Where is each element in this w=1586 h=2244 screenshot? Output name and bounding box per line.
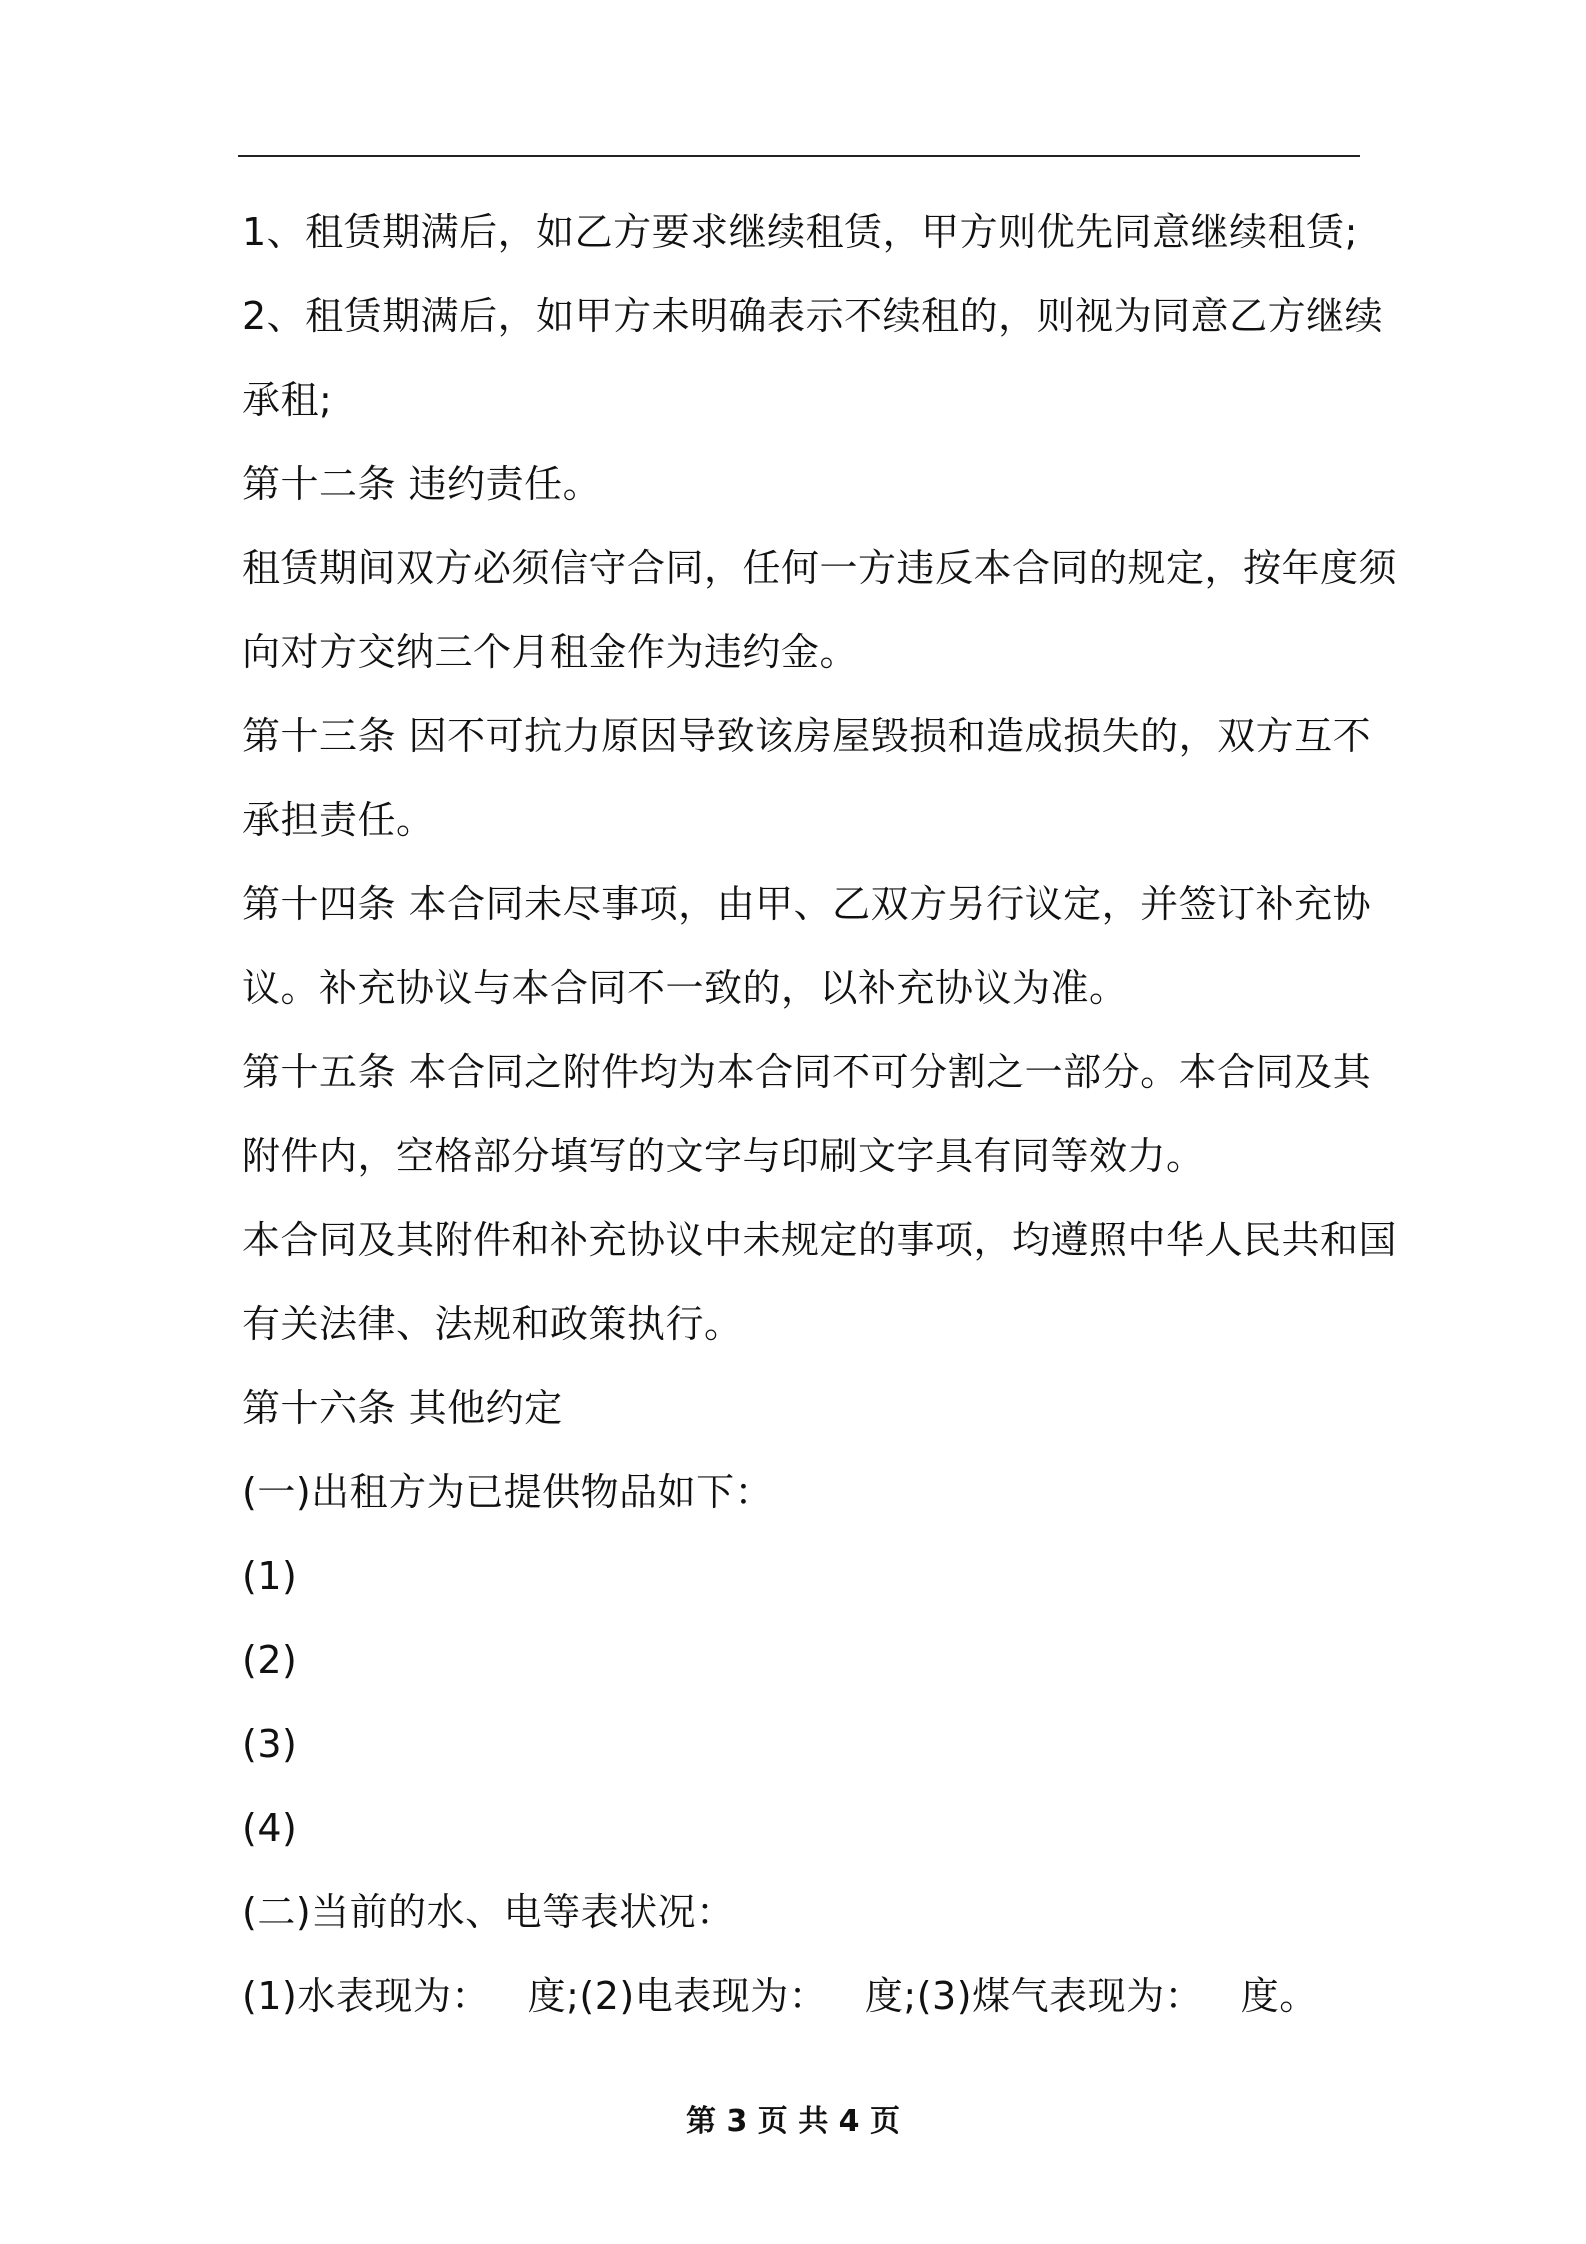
article-heading: 第十五条 本合同之附件均为本合同不可分割之一部分。本合同及其: [242, 1050, 1372, 1094]
sub-heading: (一)出租方为已提供物品如下：: [242, 1470, 774, 1514]
clause-line: 承担责任。: [242, 798, 435, 842]
clause-line: 承租;: [242, 378, 333, 422]
clause-line: 租赁期间双方必须信守合同，任何一方违反本合同的规定，按年度须: [242, 546, 1398, 590]
article-heading: 第十六条 其他约定: [242, 1386, 563, 1430]
clause-line: 有关法律、法规和政策执行。: [242, 1302, 743, 1346]
article-heading: 第十二条 违约责任。: [242, 462, 602, 506]
meter-readings: (1)水表现为： 度;(2)电表现为： 度;(3)煤气表现为： 度。: [242, 1974, 1318, 2018]
list-item: (2): [242, 1638, 298, 1682]
list-item: (1): [242, 1554, 298, 1598]
clause-line: 向对方交纳三个月租金作为违约金。: [242, 630, 859, 674]
clause-line: 本合同及其附件和补充协议中未规定的事项，均遵照中华人民共和国: [242, 1218, 1398, 1262]
header-divider: [238, 155, 1360, 157]
sub-heading: (二)当前的水、电等表状况：: [242, 1890, 735, 1934]
page-number: 第 3 页 共 4 页: [686, 2104, 900, 2139]
list-item: (3): [242, 1722, 298, 1766]
list-item: (4): [242, 1806, 298, 1850]
article-heading: 第十三条 因不可抗力原因导致该房屋毁损和造成损失的，双方互不: [242, 714, 1372, 758]
document-body: [242, 190, 1398, 2038]
clause-line: 2、租赁期满后，如甲方未明确表示不续租的，则视为同意乙方继续: [242, 294, 1384, 338]
clause-line: 附件内，空格部分填写的文字与印刷文字具有同等效力。: [242, 1134, 1205, 1178]
clause-line: 议。补充协议与本合同不一致的，以补充协议为准。: [242, 966, 1128, 1010]
article-heading: 第十四条 本合同未尽事项，由甲、乙双方另行议定，并签订补充协: [242, 882, 1372, 926]
clause-line: 1、租赁期满后，如乙方要求继续租赁，甲方则优先同意继续租赁;: [242, 210, 1358, 254]
